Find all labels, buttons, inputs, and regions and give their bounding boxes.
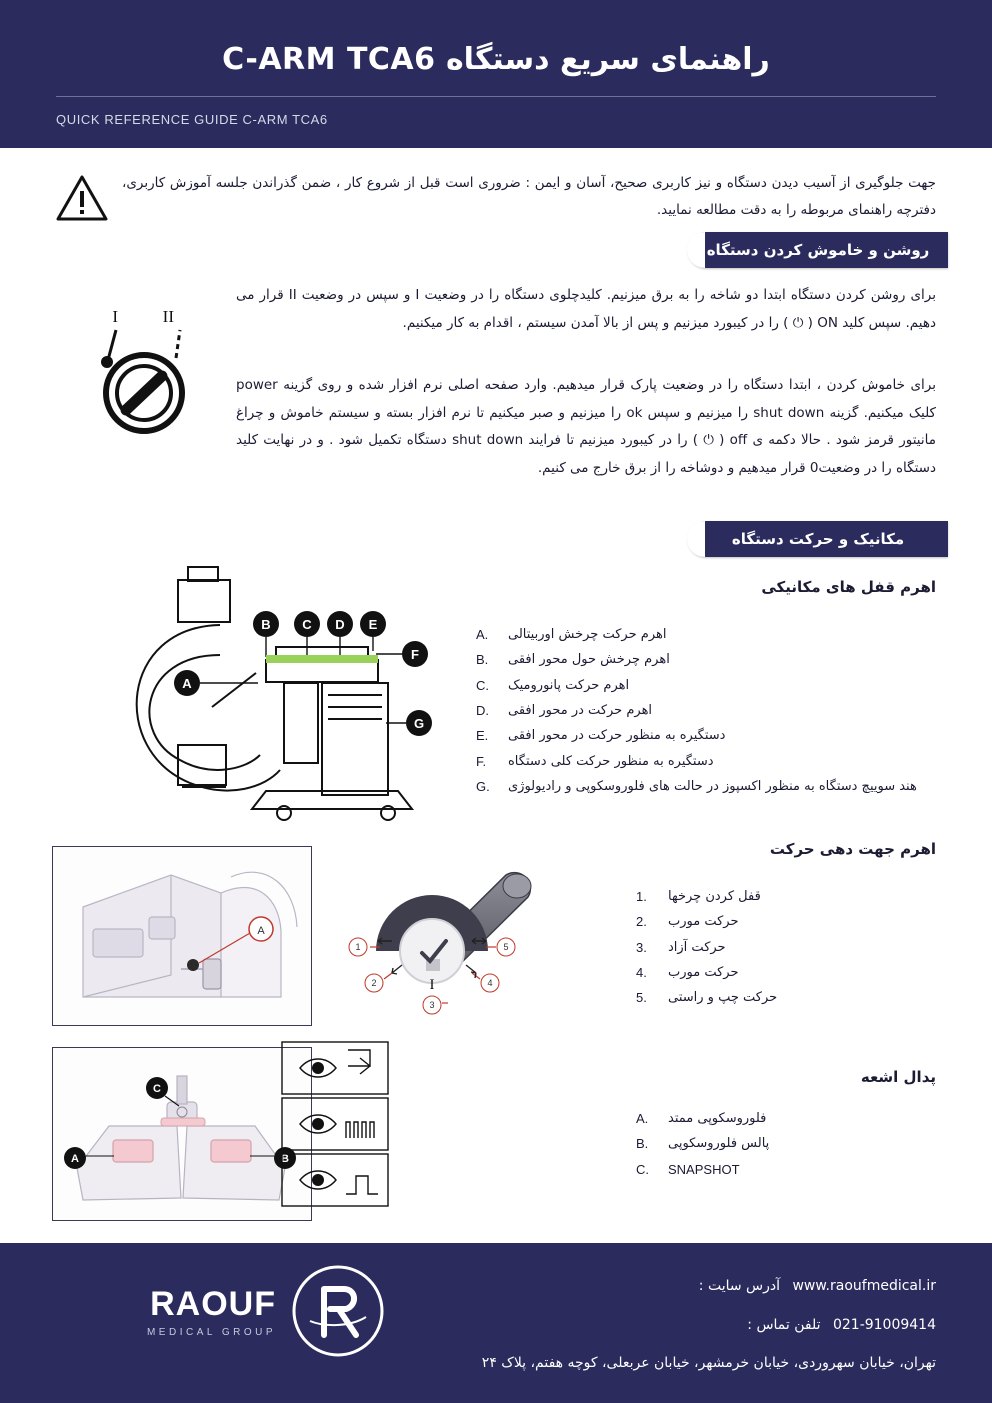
list-item	[636, 960, 936, 985]
header-subtitle: QUICK REFERENCE GUIDE C-ARM TCA6	[56, 112, 328, 127]
subsection-title-locks: اهرم قفل های مکانیکی	[761, 578, 936, 596]
list-text: حرکت مورب	[668, 965, 739, 981]
list-text: اهرم حرکت در محور افقی	[508, 703, 653, 719]
svg-text:I: I	[112, 307, 118, 326]
list-text: هند سوییچ دستگاه به منظور اکسپوز در حالت های فلوروسکوپی و رادیولوژی	[508, 779, 917, 795]
svg-text:G: G	[413, 716, 425, 731]
list-marker: C.	[636, 1161, 649, 1177]
warning-triangle-icon	[56, 174, 108, 222]
svg-text:A: A	[182, 676, 192, 691]
list-text: پالس فلوروسکوپی	[668, 1136, 770, 1152]
list-marker: A.	[476, 627, 489, 642]
foot-pedal-diagram	[52, 1047, 312, 1221]
list-text: اهرم چرخش حول محور افقی	[508, 652, 670, 668]
brand-text	[147, 1285, 276, 1338]
list-marker: B.	[636, 1136, 649, 1152]
warning-block	[56, 170, 936, 224]
list-item	[476, 673, 936, 698]
footer-address: تهران، خیابان سهروردی، خیابان خرمشهر، خیابان عربعلی، کوچه هفتم، پلاک ۲۴	[481, 1355, 936, 1371]
brand-subtitle: MEDICAL GROUP	[146, 1326, 276, 1338]
svg-text:II: II	[162, 307, 174, 326]
footer-phone-number: 021-91009414	[832, 1317, 936, 1333]
locks-list	[476, 622, 936, 799]
wheel-lock-photo	[52, 846, 312, 1026]
pedal-mode-icons	[280, 1040, 390, 1220]
svg-text:C: C	[153, 1083, 161, 1095]
footer-phone-label: تلفن تماس :	[747, 1317, 821, 1333]
svg-text:A: A	[71, 1153, 79, 1165]
footer-site-label: آدرس سایت :	[698, 1278, 781, 1294]
list-text: دستگیره به منظور حرکت کلی دستگاه	[508, 753, 714, 769]
svg-text:F: F	[411, 647, 419, 662]
list-marker: 4.	[636, 965, 647, 981]
list-marker: 3.	[636, 939, 647, 955]
power-paragraph-off: برای خاموش کردن ، ابتدا دستگاه را در وضعیت پارک قرار میدهیم. وارد صفحه اصلی نرم افزار شده و روی گزینه power کلیک میکنیم. گزینه shut down را میزنیم و سپس ok را میزنیم و صبر میکنیم تا نرم افزار بسته و سیستم خاموش و چراغ مانیتور قرمز شود . حالا دکمه ی off ( ⏻ ) را در کیبورد میزنیم تا فرایند shut down دستگاه تکمیل شود . و در نهایت کلید دستگاه را در وضعیت0 قرار میدهیم و دوشاخه را از برق خارج می کنیم.	[236, 377, 936, 477]
list-marker: E.	[476, 728, 489, 744]
list-text: دستگیره به منظور حرکت در محور افقی	[508, 728, 726, 744]
svg-text:5: 5	[503, 942, 509, 952]
list-marker: B.	[476, 652, 489, 668]
list-text: اهرم حرکت پانورومیک	[508, 677, 630, 693]
list-item	[476, 647, 936, 672]
list-item	[476, 622, 936, 647]
list-text: حرکت چپ و راستی	[668, 990, 778, 1006]
svg-text:A: A	[257, 925, 265, 937]
c-arm-machine-diagram	[70, 555, 490, 825]
page-title: راهنمای سریع دستگاه C-ARM TCA6	[222, 42, 770, 77]
list-text: حرکت آزاد	[668, 939, 726, 955]
section-heading-mechanics-label: مکانیک و حرکت دستگاه	[731, 530, 905, 548]
page-header	[0, 0, 992, 148]
list-item	[636, 1157, 936, 1182]
list-text: اهرم حرکت چرخش اوربیتالی	[508, 627, 667, 642]
raouf-logo-icon	[290, 1263, 386, 1359]
list-marker: 2.	[636, 914, 647, 930]
header-divider	[56, 96, 936, 97]
list-item	[636, 884, 936, 909]
footer-site-url[interactable]: www.raoufmedical.ir	[792, 1278, 936, 1294]
svg-text:B: B	[261, 617, 271, 632]
pill-accent-2	[687, 521, 705, 557]
svg-text:E: E	[368, 617, 378, 632]
direction-list	[636, 884, 936, 1011]
svg-text:B: B	[281, 1153, 289, 1165]
list-item	[636, 909, 936, 934]
list-marker: 5.	[636, 990, 647, 1006]
list-item	[636, 1131, 936, 1156]
list-item	[636, 985, 936, 1010]
svg-text:D: D	[335, 617, 345, 632]
power-paragraph-on: برای روشن کردن دستگاه ابتدا دو شاخه را به برق میزنیم. کلیدچلوی دستگاه را در وضعیت I و سپس در وضعیت II قرار می دهیم. سپس کلید ON ( ⏻ ) را در کیبورد میزنیم و پس از بالا آمدن سیستم ، اقدام به کار میکنیم.	[236, 287, 936, 331]
list-text: فلوروسکوپی ممتد	[668, 1111, 767, 1126]
list-marker: G.	[476, 779, 490, 795]
svg-text:1: 1	[355, 942, 361, 952]
svg-text:3: 3	[429, 1000, 435, 1010]
list-item	[476, 698, 936, 723]
brand-block	[56, 1255, 386, 1367]
list-text: SNAPSHOT	[668, 1161, 740, 1177]
direction-selector-diagram	[330, 855, 550, 1025]
list-item	[636, 1106, 936, 1131]
list-item	[476, 723, 936, 748]
list-item	[476, 749, 936, 774]
footer-phone-row	[747, 1317, 936, 1333]
power-switch-diagram	[46, 300, 226, 440]
section-heading-power-label: روشن و خاموش کردن دستگاه	[706, 241, 930, 259]
list-item	[636, 935, 936, 960]
section-heading-power	[688, 232, 948, 268]
svg-text:4: 4	[487, 978, 493, 988]
list-marker: A.	[636, 1111, 649, 1126]
svg-text:I: I	[429, 977, 435, 993]
subsection-title-direction: اهرم جهت دهی حرکت	[769, 840, 936, 858]
list-marker: D.	[476, 703, 489, 719]
svg-text:C: C	[302, 617, 312, 632]
section-heading-mechanics	[688, 521, 948, 557]
list-marker: 1.	[636, 889, 647, 904]
subsection-title-pedal: پدال اشعه	[860, 1068, 936, 1086]
list-marker: C.	[476, 677, 489, 693]
footer-site-row	[699, 1278, 936, 1294]
svg-text:2: 2	[371, 978, 377, 988]
brand-name: RAOUF	[150, 1284, 276, 1323]
pill-accent	[687, 232, 705, 268]
list-marker: F.	[476, 753, 487, 769]
pedal-list	[636, 1106, 936, 1182]
warning-text: جهت جلوگیری از آسیب دیدن دستگاه و نیز کاربری صحیح، آسان و ایمن : ضروری است قبل از شروع کار ، ضمن گذراندن جلسه آموزش کاربری، دفترچه راهنمای مربوطه را به دقت مطالعه نمایید.	[122, 175, 936, 218]
list-text: حرکت مورب	[668, 914, 739, 930]
list-text: قفل کردن چرخها	[668, 889, 761, 904]
list-item	[476, 774, 936, 799]
